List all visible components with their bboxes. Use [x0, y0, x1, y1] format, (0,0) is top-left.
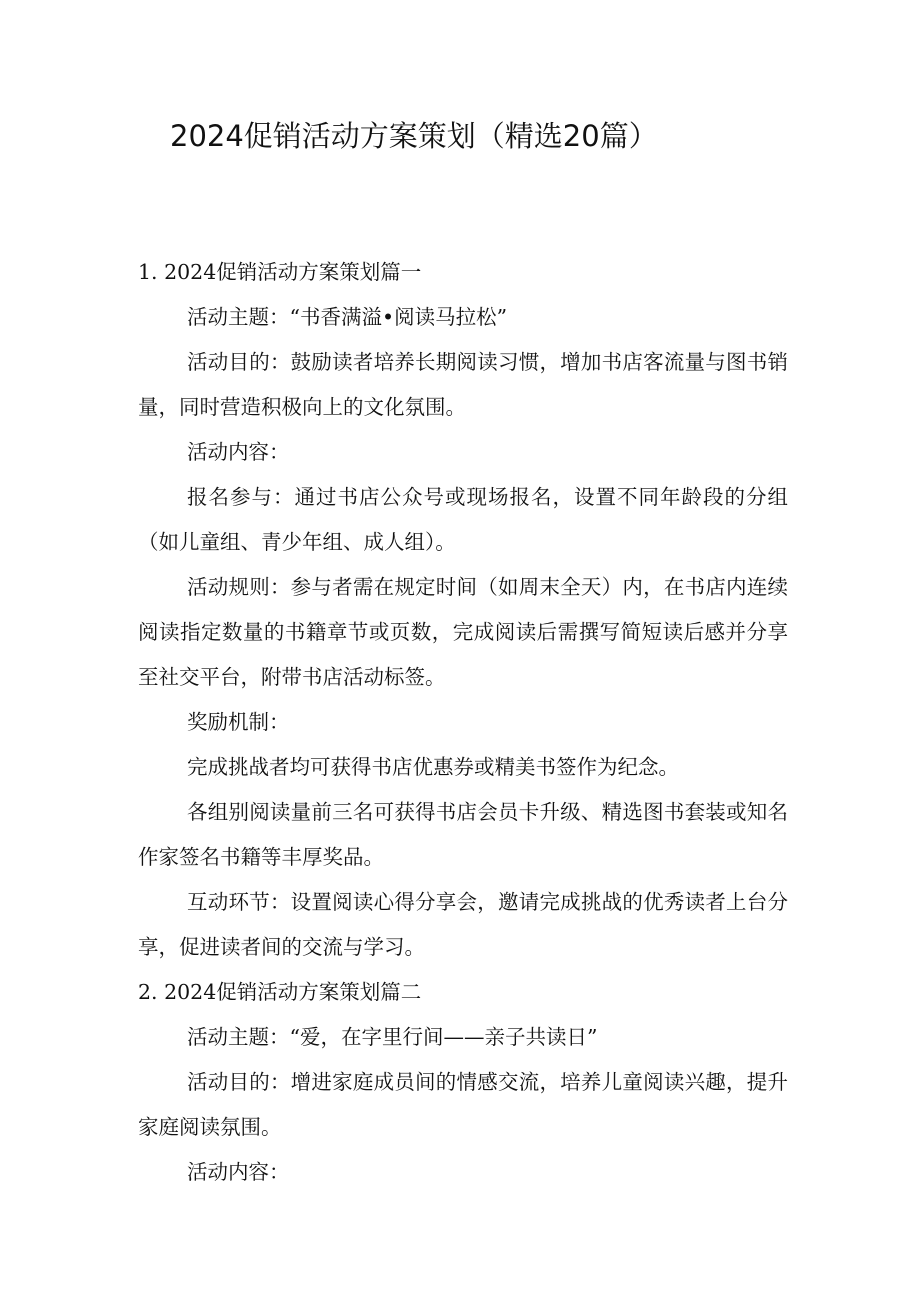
paragraph: 各组别阅读量前三名可获得书店会员卡升级、精选图书套装或知名作家签名书籍等丰厚奖品。 — [138, 800, 788, 869]
paragraph: 活动内容： — [187, 440, 290, 464]
paragraph: 互动环节：设置阅读心得分享会，邀请完成挑战的优秀读者上台分享，促进读者间的交流与学习。 — [138, 890, 788, 959]
section-heading: 1. 2024促销活动方案策划篇一 — [138, 260, 422, 284]
paragraph: 奖励机制： — [187, 710, 290, 734]
paragraph: 活动主题：“爱，在字里行间——亲子共读日” — [187, 1025, 598, 1049]
paragraph: 活动目的：鼓励读者培养长期阅读习惯，增加书店客流量与图书销量，同时营造积极向上的文化氛围。 — [138, 350, 788, 419]
paragraph: 活动主题：“书香满溢•阅读马拉松” — [187, 305, 508, 329]
paragraph: 活动内容： — [187, 1160, 290, 1184]
paragraph: 报名参与：通过书店公众号或现场报名，设置不同年龄段的分组（如儿童组、青少年组、成人组）。 — [138, 485, 788, 554]
paragraph: 活动目的：增进家庭成员间的情感交流，培养儿童阅读兴趣，提升家庭阅读氛围。 — [138, 1070, 788, 1139]
section-heading: 2. 2024促销活动方案策划篇二 — [138, 980, 422, 1004]
document-title: 2024促销活动方案策划（精选20篇） — [170, 119, 658, 153]
document-body — [138, 250, 788, 1195]
paragraph: 完成挑战者均可获得书店优惠券或精美书签作为纪念。 — [187, 755, 679, 779]
paragraph: 活动规则：参与者需在规定时间（如周末全天）内，在书店内连续阅读指定数量的书籍章节或页数，完成阅读后需撰写简短读后感并分享至社交平台，附带书店活动标签。 — [138, 575, 788, 689]
